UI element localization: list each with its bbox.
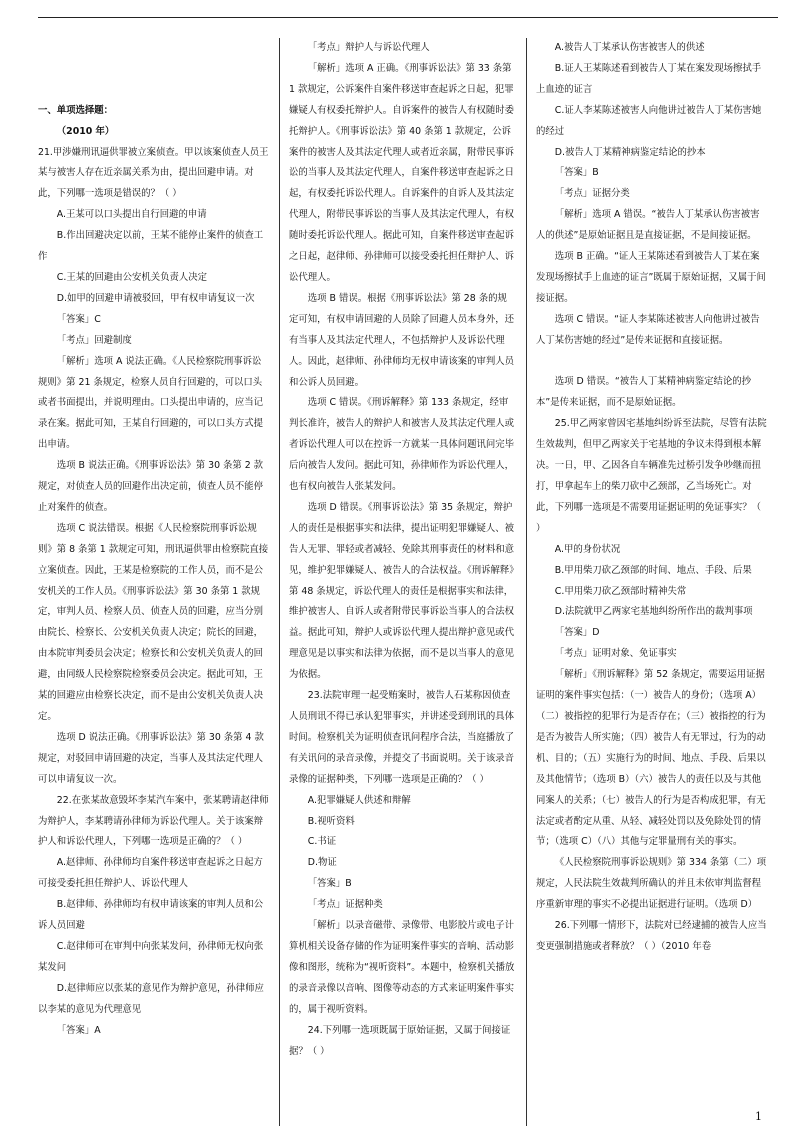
paragraph: 选项 B 正确。“证人王某陈述看到被告人丁某在案发现场擦拭手上血迹的证言”既属于原始证据，又属于间接证据。: [536, 251, 766, 304]
paragraph: 《人民检察院刑事诉讼规则》第 334 条第（二）项规定，人民法院生效裁判所确认的并且未依审判监督程序重新审理的事实不必提出证据进行证明。（选项 D）: [536, 857, 767, 911]
text-column-right: [536, 38, 768, 958]
section-heading: 一、单项选择题：: [38, 104, 114, 116]
paragraph: D.法院就甲乙两家宅基地纠纷所作出的裁判事项: [554, 606, 753, 618]
paragraph: [38, 59, 269, 80]
paragraph: 24.下列哪一选项既属于原始证据，又属于间接证据？（ ）: [289, 1024, 511, 1057]
page-number: 1: [755, 1110, 762, 1123]
paragraph: 「答案」B: [307, 878, 352, 890]
header-rule: [38, 17, 778, 18]
paragraph: 22.在张某故意毁坏李某汽车案中，张某聘请赵律师为辩护人，李某聘请孙律师为诉讼代理人。关于该案辩护人和诉讼代理人，下列哪一选项是正确的？（ ）: [38, 794, 269, 848]
paragraph: 「解析」选项 A 正确。《刑事诉讼法》第 33 条第 1 款规定，公诉案件自案件移送审查起诉之日起，犯罪嫌疑人有权委托辩护人。自诉案件的被告人有权随时委托辩护人。《刑事诉讼法》第 40 条第 1 款规定，公诉案件的被害人及其法定代理人或者近亲属，附带民事诉讼的当事人及其法定代理人，自案件移送审查起诉之日起，有权委托诉讼代理人。自诉案件的自诉人及其法定代理人，附带民事诉讼的当事人及其法定代理人，有权随时委托诉讼代理人。据此可知，自案件移送审查起诉之日起，赵律师、孙律师可以接受委托担任辩护人、诉讼代理人。: [289, 62, 515, 283]
paragraph: C.甲用柴刀砍乙颈部时精神失常: [554, 585, 687, 597]
paragraph: B.证人王某陈述看到被告人丁某在案发现场擦拭手上血迹的证言: [536, 62, 762, 95]
paragraph: A.甲的身份状况: [554, 543, 621, 555]
paragraph: [38, 38, 269, 59]
paragraph: 「考点」证据种类: [307, 899, 383, 911]
column-divider: [279, 38, 280, 1126]
paragraph: C.书证: [307, 836, 337, 848]
paragraph: 选项 C 错误。“证人李某陈述被害人向他讲过被告人丁某伤害她的经过”是传来证据和直接证据。: [536, 313, 760, 346]
paragraph: 选项 B 错误。根据《刑事诉讼法》第 28 条的规定可知，有权申请回避的人员除了回避人员本身外，还有当事人及其法定代理人，不包括辩护人及诉讼代理人。因此，赵律师、孙律师均无权申请该案的审判人员和公诉人员回避。: [289, 292, 515, 388]
paragraph: 「答案」A: [56, 1024, 101, 1036]
paragraph: D.被告人丁某精神病鉴定结论的抄本: [554, 146, 706, 158]
paragraph: 「答案」D: [554, 627, 600, 639]
paragraph: D.如甲的回避申请被驳回，甲有权申请复议一次: [56, 292, 255, 304]
paragraph: 「解析」《刑诉解释》第 52 条规定，需要运用证据证明的案件事实包括：（一）被告人的身份；（选项 A）（二）被指控的犯罪行为是否存在；（三）被指控的行为是否为被告人所实施；（四）被告人有无罪过，行为的动机、目的；（五）实施行为的时间、地点、手段、后果以及其他情节；（选项 B）（六）被告人的责任以及与其他同案人的关系；（七）被告人的行为是否构成犯罪，有无法定或者酌定从重、从轻、减轻处罚以及免除处罚的情节；（选项 C）（八）其他与定罪量刑有关的事实。: [536, 669, 766, 848]
paragraph: B.赵律师、孙律师均有权申请该案的审判人员和公诉人员回避: [38, 899, 264, 932]
paragraph: A.赵律师、孙律师均自案件移送审查起诉之日起方可接受委托担任辩护人、诉讼代理人: [38, 857, 263, 890]
paragraph: [38, 80, 269, 101]
column-divider: [526, 38, 527, 1126]
paragraph: 「考点」证明对象、免证事实: [554, 648, 677, 660]
paragraph: A.王某可以口头提出自行回避的申请: [56, 209, 207, 221]
paragraph: B.视听资料: [307, 815, 355, 827]
paragraph: 选项 B 说法正确。《刑事诉讼法》第 30 条第 2 款规定，对侦查人员的回避作出决定前，侦查人员不能停止对案件的侦查。: [38, 460, 264, 513]
paragraph: 23.法院审理一起受贿案时，被告人石某称因侦查人员刑讯不得已承认犯罪事实，并讲述受到刑讯的具体时间。检察机关为证明侦查讯问程序合法，当庭播放了有关讯问的录音录像，并提交了书面说明。关于该录音录像的证据种类，下列哪一选项是正确的？（ ）: [289, 690, 515, 785]
paragraph: D.物证: [307, 857, 337, 869]
paragraph: 「解析」选项 A 说法正确。《人民检察院刑事诉讼规则》第 21 条规定，检察人员自行回避的，可以口头或者书面提出，并说明理由。口头提出申请的，应当记录在案。据此可知，王某自行回避的，可以口头方式提出申请。: [38, 355, 264, 451]
paragraph: 「答案」C: [56, 313, 101, 325]
paragraph: 「解析」以录音磁带、录像带、电影胶片或电子计算机相关设备存储的作为证明案件事实的音响、活动影像和图形，统称为“视听资料”。本题中，检察机关播放的录音录像以音响、图像等动态的方式来证明案件事实的，属于视听资料。: [289, 920, 515, 1015]
text-column-left: [38, 38, 269, 1042]
paragraph: B.甲用柴刀砍乙颈部的时间、地点、手段、后果: [554, 564, 752, 576]
text-column-middle: [289, 38, 515, 1062]
paragraph: C.王某的回避由公安机关负责人决定: [56, 271, 207, 283]
paragraph: D.赵律师应以张某的意见作为辩护意见，孙律师应以李某的意见为代理意见: [38, 982, 264, 1015]
paragraph: A.犯罪嫌疑人供述和辩解: [307, 794, 411, 806]
paragraph: 「解析」选项 A 错误。“被告人丁某承认伤害被害人的供述”是原始证据且是直接证据，不是间接证据。: [536, 209, 760, 242]
paragraph: C.证人李某陈述被害人向他讲过被告人丁某伤害她的经过: [536, 104, 762, 137]
paragraph: 选项 C 说法错误。根据《人民检察院刑事诉讼规则》第 8 条第 1 款规定可知，刑讯逼供罪由检察院直接立案侦查。因此，王某是检察院的工作人员，而不是公安机关的工作人员。《刑事诉讼法》第 30 条第 1 款规定，审判人员、检察人员、侦查人员的回避，应当分别由院长、检察长、公安机关负责人决定；院长的回避，由本院审判委员会决定；检察长和公安机关负责人的回避，由同级人民检察院检察委员会决定。据此可知，王某的回避应由检察长决定，而不是由公安机关负责人决定。: [38, 522, 269, 722]
paragraph: A.被告人丁某承认伤害被害人的供述: [554, 42, 705, 53]
paragraph: 25.甲乙两家曾因宅基地纠纷诉至法院，尽管有法院生效裁判，但甲乙两家关于宅基地的争议未得到根本解决。一日，甲、乙因各自车辆准先过桥引发争吵继而扭打，甲拿起车上的柴刀砍中乙颈部，乙当场死亡。对此，下列哪一选项是不需要用证据证明的免证事实？（ ）: [536, 418, 767, 534]
paragraph: B.作出回避决定以前，王某不能停止案件的侦查工作: [38, 230, 264, 263]
paragraph: 「答案」B: [554, 167, 599, 179]
paragraph: 选项 D 错误。“被告人丁某精神病鉴定结论的抄本”是传来证据，而不是原始证据。: [536, 376, 751, 409]
paragraph: 21.甲涉嫌刑讯逼供罪被立案侦查。甲以该案侦查人员王某与被害人存在近亲属关系为由，提出回避申请。对此，下列哪一选项是错误的？（ ）: [38, 146, 269, 200]
paragraph: 26.下列哪一情形下，法院对已经逮捕的被告人应当变更强制措施或者释放？（ ）（2010 年卷: [536, 920, 767, 952]
paragraph: C.赵律师可在审判中向张某发问，孙律师无权向张某发问: [38, 940, 264, 973]
paragraph: 「考点」辩护人与诉讼代理人: [307, 42, 430, 53]
paragraph: 选项 D 说法正确。《刑事诉讼法》第 30 条第 4 款规定，对驳回申请回避的决定，当事人及其法定代理人可以申请复议一次。: [38, 731, 264, 785]
paragraph: 选项 C 错误。《刑诉解释》第 133 条规定，经审判长准许，被告人的辩护人和被害人及其法定代理人或者诉讼代理人可以在控诉一方就某一具体问题讯问完毕后向被告人发问。据此可知，孙律师作为诉讼代理人，也有权向被告人张某发问。: [289, 397, 515, 493]
paragraph: 「考点」证据分类: [554, 188, 630, 200]
year-label: （2010 年）: [56, 125, 115, 137]
paragraph: 「考点」回避制度: [56, 334, 132, 346]
paragraph: 选项 D 错误。《刑事诉讼法》第 35 条规定，辩护人的责任是根据事实和法律，提出证明犯罪嫌疑人、被告人无罪、罪轻或者减轻、免除其刑事责任的材料和意见，维护犯罪嫌疑人、被告人的合法权益。《刑诉解释》第 48 条规定，诉讼代理人的责任是根据事实和法律，维护被害人、自诉人或者附带民事诉讼当事人的合法权益。据此可知，辩护人或诉讼代理人提出辩护意见或代理意见是以事实和法律为依据，而不是以当事人的意见为依据。: [289, 501, 515, 681]
